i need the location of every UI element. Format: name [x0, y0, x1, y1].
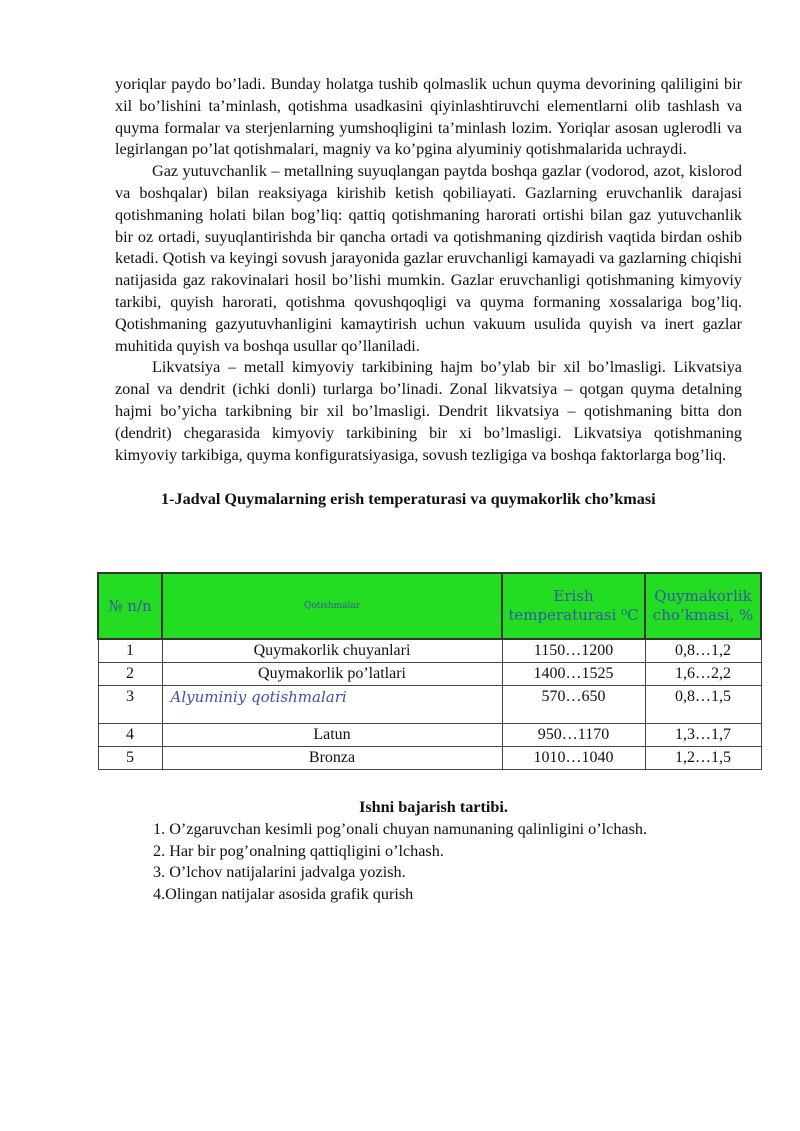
procedure-list: [115, 819, 742, 906]
table-row: [98, 685, 761, 723]
procedure-step: 3. O’lchov natijalarini jadvalga yozish.: [153, 863, 406, 882]
procedure-section: [115, 797, 742, 906]
cell-number: 1: [98, 639, 162, 662]
procedure-heading: Ishni bajarish tartibi.: [359, 798, 508, 816]
cell-melting-temperature: 1010…1040: [502, 746, 645, 769]
cell-alloy: Bronza: [162, 746, 502, 769]
cell-alloy: Quymakorlik chuyanlari: [162, 639, 502, 662]
procedure-step: 4.Olingan natijalar asosida grafik qurish: [153, 885, 414, 904]
cell-number: 3: [98, 685, 162, 723]
cell-alloy: Quymakorlik po’latlari: [162, 662, 502, 685]
cell-melting-temperature: 1150…1200: [502, 639, 645, 662]
header-melting-temperature: Erish temperaturasi ⁰C: [502, 573, 645, 639]
table-title: 1-Jadval Quymalarning erish temperaturasi va quymakorlik cho’kmasi: [161, 490, 656, 509]
cell-number: 5: [98, 746, 162, 769]
table-header-row: [98, 573, 761, 639]
cell-number: 2: [98, 662, 162, 685]
paragraph-liquation: Likvatsiya – metall kimyoviy tarkibining hajm bo’ylab bir xil bo’lmasligi. Likvatsiya zonal va dendrit (ichki donli) turlarga bo’linadi. Zonal likvatsiya – qotgan quyma detalning hajmi bo’yicha tarkibning bir xil bo’lmasligi. Dendrit likvatsiya – qotishmaning bitta don (dendrit) chegarasida kimyoviy tarkibining bir xi bo’lmasligi. Likvatsiya qotishmaning kimyoviy tarkibiga, quyma konfiguratsiyasiga, sovush tezligiga va boshqa faktorlarga bog’liq.: [115, 358, 742, 464]
header-alloys: Qotishmalar: [162, 573, 502, 639]
table-row: [98, 746, 761, 769]
paragraph-gas-absorption: Gaz yutuvchanlik – metallning suyuqlangan paytda boshqa gazlar (vodorod, azot, kislorod va boshqalar) bilan reaksiyaga kirishib ketish qobiliayati. Gazlarning eruvchanlik darajasi qotishmaning holati bilan bog’liq: qattiq qotishmaning harorati ortishi bilan gaz yutuvchanlik bir oz ortadi, suyuqlantirishda bir qancha ortadi va qotishmaning qizdirish vaqtida birdan oshib ketadi. Qotish va keyingi sovush jarayonida gazlar eruvchanligi kamayadi va gazlarning chiqishi natijasida gaz rakovinalari hosil bo’lishi mumkin. Gazlar eruvchanligi qotishmaning kimyoviy tarkibi, quyish harorati, qotishma qovushqoqligi va quyma formaning xossalariga bog’liq. Qotishmaning gazyutuvhanligini kamaytirish uchun vakuum usulida quyish va inert gazlar muhitida quyish va boshqa usullar qo’llaniladi.: [115, 162, 742, 355]
cell-shrinkage: 1,3…1,7: [645, 723, 761, 746]
cell-alloy: Alyuminiy qotishmalari: [162, 685, 502, 723]
cell-shrinkage: 1,6…2,2: [645, 662, 761, 685]
cell-shrinkage: 0,8…1,5: [645, 685, 761, 723]
table-row: [98, 662, 761, 685]
paragraph-cracks: yoriqlar paydo bo’ladi. Bunday holatga tushib qolmaslik uchun quyma devorining qaliligini bir xil bo’lishini ta’minlash, qotishma usadkasini qiyinlashtiruvchi elementlarni olib tashlash va quyma formalar va sterjenlarning yumshoqligini ta’minlash lozim. Yoriqlar asosan uglerodli va legirlangan po’lat qotishmalari, magniy va ko’pgina alyuminiy qotishmalarida uchraydi.: [115, 75, 742, 159]
cell-melting-temperature: 1400…1525: [502, 662, 645, 685]
cell-alloy: Latun: [162, 723, 502, 746]
cell-melting-temperature: 950…1170: [502, 723, 645, 746]
header-shrinkage: Quymakorlik cho’kmasi, %: [645, 573, 761, 639]
cell-melting-temperature: 570…650: [502, 685, 645, 723]
alloy-table: [97, 572, 762, 770]
document-body: [115, 74, 742, 512]
table-row: [98, 723, 761, 746]
cell-number: 4: [98, 723, 162, 746]
cell-shrinkage: 0,8…1,2: [645, 639, 761, 662]
procedure-step: 1. O’zgaruvchan kesimli pog’onali chuyan namunaning qalinligini o’lchash.: [153, 819, 648, 838]
procedure-step: 2. Har bir pog’onalning qattiqligini o’lchash.: [153, 841, 444, 860]
table-row: [98, 639, 761, 662]
cell-shrinkage: 1,2…1,5: [645, 746, 761, 769]
header-number: № n/n: [98, 573, 162, 639]
